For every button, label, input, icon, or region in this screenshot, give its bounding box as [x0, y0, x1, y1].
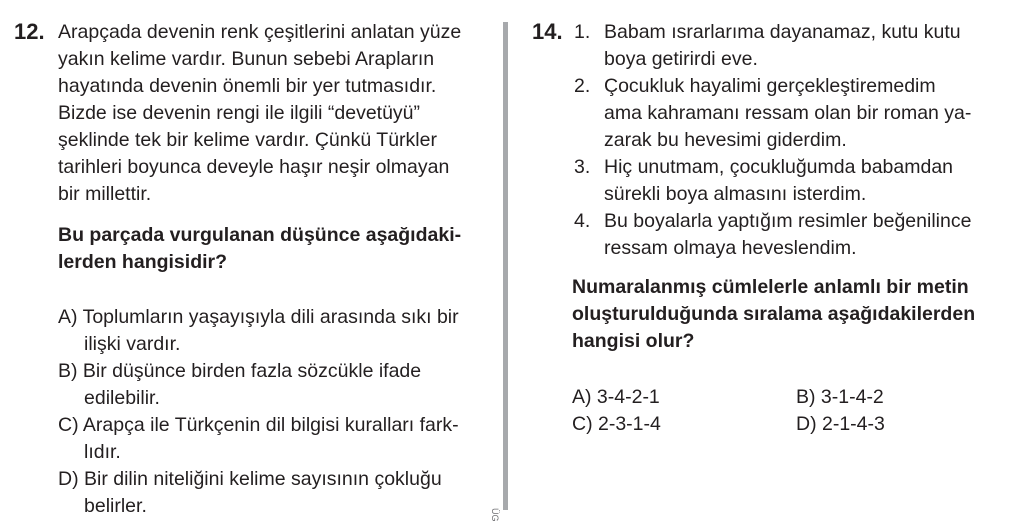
- question-line: oluşturulduğunda sıralama aşağıdakilerden: [572, 303, 976, 325]
- question-line: hangisi olur?: [572, 330, 695, 352]
- passage-line: Bizde ise devenin rengi ile ilgili “devetüyü”: [58, 102, 421, 124]
- question-line: Bu parçada vurgulanan düşünce aşağıdaki-: [58, 224, 462, 246]
- sentence-line: Çocukluk hayalimi gerçekleştiremedim: [604, 75, 936, 97]
- option-a[interactable]: A) 3-4-2-1: [572, 386, 660, 408]
- passage-line: yakın kelime vardır. Bunun sebebi Arapların: [58, 48, 435, 70]
- option-line: D) Bir dilin niteliğini kelime sayısının çokluğu: [58, 468, 442, 490]
- question-line: lerden hangisidir?: [58, 251, 228, 273]
- passage-line: bir millettir.: [58, 183, 152, 205]
- sentence-line: Babam ısrarlarıma dayanamaz, kutu kutu: [604, 21, 961, 43]
- sentence-line: ama kahramanı ressam olan bir roman ya-: [604, 102, 972, 124]
- sentence-line: boya getirirdi eve.: [604, 48, 758, 70]
- sentence-number: 2.: [574, 75, 591, 97]
- sentence-number: 3.: [574, 156, 591, 178]
- sentence-line: Hiç unutmam, çocukluğumda babamdan: [604, 156, 954, 178]
- option-c[interactable]: C) 2-3-1-4: [572, 413, 661, 435]
- sentence-line: ressam olmaya heveslendim.: [604, 237, 857, 259]
- sentence-number: 1.: [574, 21, 591, 43]
- option-line: belirler.: [84, 495, 147, 517]
- question-number: 12.: [14, 19, 45, 44]
- column-divider: [503, 22, 508, 510]
- option-line: lıdır.: [84, 441, 121, 463]
- sentence-line: zarak bu hevesimi giderdim.: [604, 129, 847, 151]
- passage-line: tarihleri boyunca deveyle haşır neşir olmayan: [58, 156, 450, 178]
- question-line: Numaralanmış cümlelerle anlamlı bir metin: [572, 276, 969, 298]
- margin-mark: ÜG: [490, 508, 500, 522]
- sentence-number: 4.: [574, 210, 591, 232]
- option-line: edilebilir.: [84, 387, 160, 409]
- option-d[interactable]: D) 2-1-4-3: [796, 413, 885, 435]
- option-line: A) Toplumların yaşayışıyla dili arasında sıkı bir: [58, 306, 459, 328]
- passage-line: şeklinde tek bir kelime vardır. Çünkü Türkler: [58, 129, 437, 151]
- option-line: ilişki vardır.: [84, 333, 181, 355]
- sentence-line: sürekli boya almasını isterdim.: [604, 183, 867, 205]
- passage-line: Arapçada devenin renk çeşitlerini anlatan yüze: [58, 21, 462, 43]
- option-line: B) Bir düşünce birden fazla sözcükle ifade: [58, 360, 422, 382]
- option-line: C) Arapça ile Türkçenin dil bilgisi kuralları fark-: [58, 414, 459, 436]
- sentence-line: Bu boyalarla yaptığım resimler beğenilince: [604, 210, 972, 232]
- option-b[interactable]: B) 3-1-4-2: [796, 386, 884, 408]
- question-number: 14.: [532, 19, 563, 44]
- passage-line: hayatında devenin önemli bir yer tutmasıdır.: [58, 75, 437, 97]
